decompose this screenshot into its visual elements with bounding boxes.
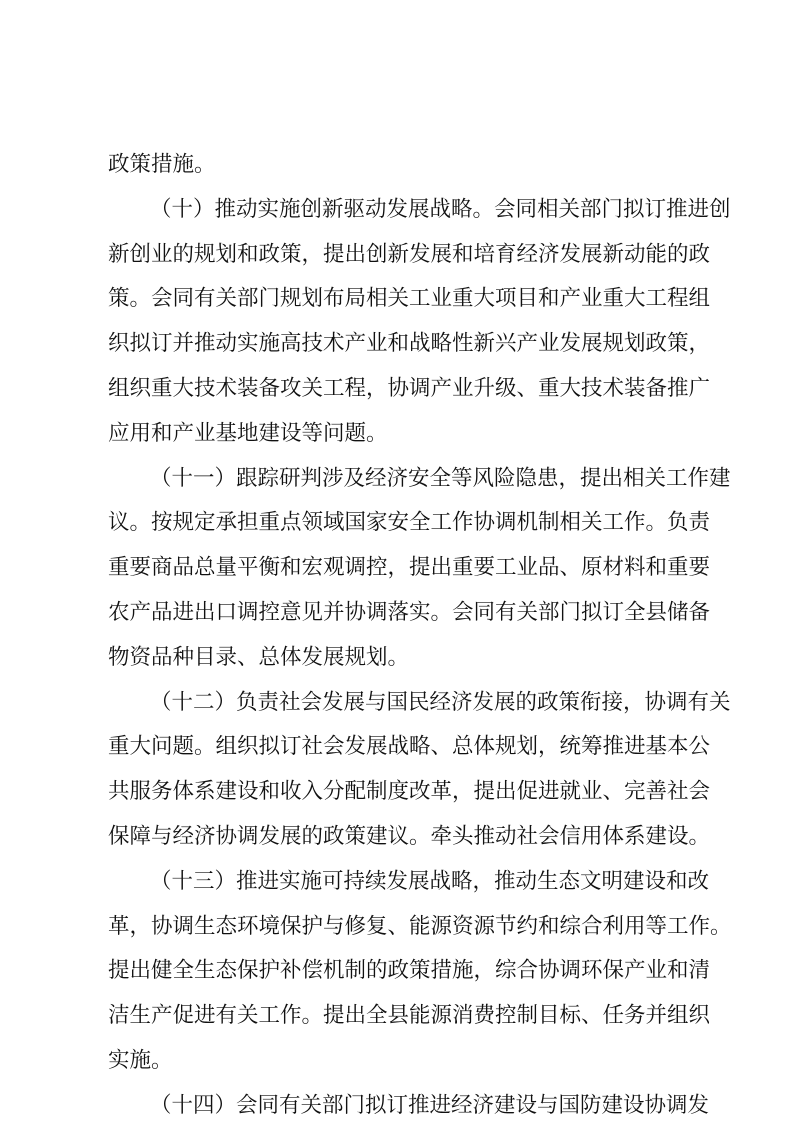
text-line: 物资品种目录、总体发展规划。 [108, 644, 410, 670]
text-line: 应用和产业基地建设等问题。 [108, 420, 388, 446]
text-line: 议。按规定承担重点领域国家安全工作协调机制相关工作。负责 [108, 510, 711, 536]
text-line: 提出健全生态保护补偿机制的政策措施，综合协调环保产业和清 [108, 958, 711, 984]
text-line: 新创业的规划和政策，提出创新发展和培育经济发展新动能的政 [108, 241, 711, 267]
text-line: 实施。 [108, 1048, 173, 1073]
text-line: （十一）跟踪研判涉及经济安全等风险隐患，提出相关工作建 [150, 465, 731, 491]
text-line: 织拟订并推动实施高技术产业和战略性新兴产业发展规划政策， [108, 331, 711, 357]
text-line: （十二）负责社会发展与国民经济发展的政策衔接，协调有关 [150, 689, 731, 715]
text-line: 策。会同有关部门规划布局相关工业重大项目和产业重大工程组 [108, 286, 711, 312]
text-line: 共服务体系建设和收入分配制度改革，提出促进就业、完善社会 [108, 779, 711, 805]
text-line: 洁生产促进有关工作。提出全县能源消费控制目标、任务并组织 [108, 1003, 711, 1029]
text-line: 农产品进出口调控意见并协调落实。会同有关部门拟订全县储备 [108, 600, 711, 625]
text-line: 保障与经济协调发展的政策建议。牵头推动社会信用体系建设。 [108, 824, 711, 849]
text-line: 重大问题。组织拟订社会发展战略、总体规划，统筹推进基本公 [108, 734, 711, 760]
text-line: （十）推动实施创新驱动发展战略。会同相关部门拟订推进创 [150, 196, 731, 222]
text-line: 重要商品总量平衡和宏观调控，提出重要工业品、原材料和重要 [108, 555, 711, 581]
text-line: 政策措施。 [108, 152, 216, 177]
text-line: （十四）会同有关部门拟订推进经济建设与国防建设协调发 [150, 1092, 710, 1118]
text-line: 组织重大技术装备攻关工程，协调产业升级、重大技术装备推广 [108, 376, 711, 401]
text-line: （十三）推进实施可持续发展战略，推动生态文明建设和改 [150, 868, 710, 894]
text-line: 革，协调生态环境保护与修复、能源资源节约和综合利用等工作。 [108, 913, 732, 939]
